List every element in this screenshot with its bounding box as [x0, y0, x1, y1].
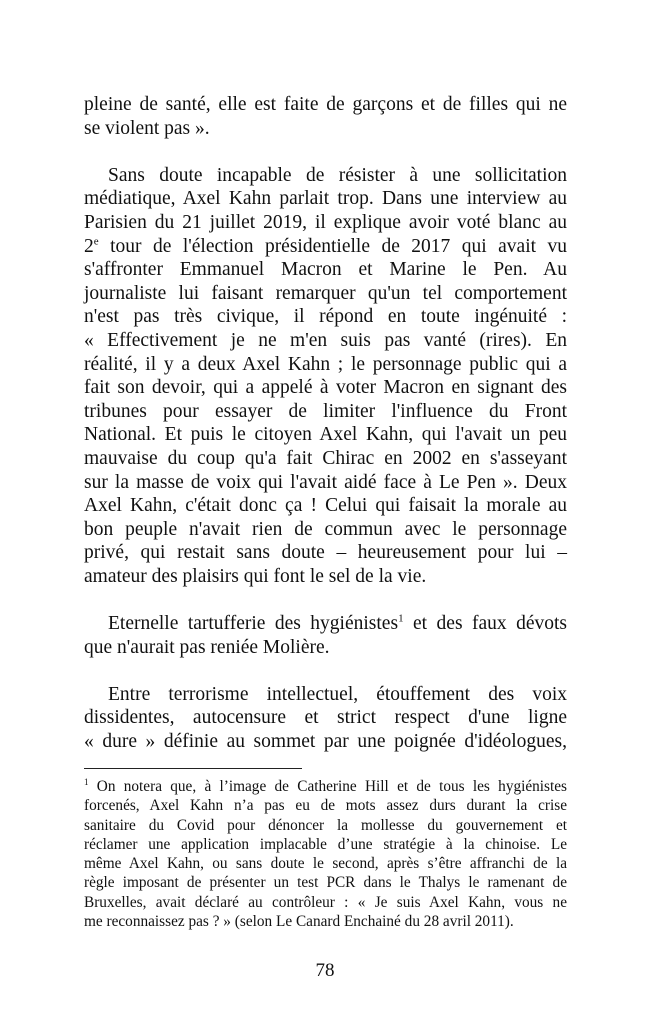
text-line: bon peuple n'avait rien de commun avec le personnage	[84, 518, 567, 540]
text-line: Axel Kahn, c'était donc ça ! Celui qui faisait la morale au	[84, 495, 567, 517]
footnote-separator	[84, 768, 302, 769]
footnote-line: Bruxelles, avait déclaré au contrôleur : « Je suis Axel Kahn, vous ne	[84, 893, 567, 911]
paragraph-3	[84, 612, 567, 659]
text-line: journaliste lui faisant remarquer qu'un tel comportement	[84, 282, 567, 304]
text-line: sur la masse de voix qui l'avait aidé face à Le Pen ». Deux	[84, 471, 567, 493]
footnote-line: même Axel Kahn, ou sans doute le second, après s’être affranchi de la	[84, 855, 567, 873]
text-fragment: Eternelle tartufferie des hygiénistes	[108, 613, 399, 635]
text-line: Entre terrorisme intellectuel, étouffement des voix	[108, 683, 567, 705]
text-line: n'est pas très civique, il répond en toute ingénuité :	[84, 306, 567, 328]
text-line: Parisien du 21 juillet 2019, il explique avoir voté blanc au	[84, 211, 567, 233]
paragraph-1	[84, 93, 567, 140]
text-line: « dure » définie au sommet par une poignée d'idéologues,	[84, 731, 567, 753]
text-line: fait son devoir, qui a appelé à voter Macron en signant des	[84, 377, 567, 399]
body-text	[84, 93, 567, 754]
text-line: Sans doute incapable de résister à une sollicitation	[108, 164, 567, 186]
footnote-line: forcenés, Axel Kahn n’a pas eu de mots assez durs durant la crise	[84, 797, 567, 815]
text-line: mauvaise du coup qu'a fait Chirac en 2002 en s'asseyant	[84, 447, 567, 469]
text-line-with-superscript	[84, 235, 567, 259]
footnote	[84, 777, 567, 931]
text-line: s'affronter Emmanuel Macron et Marine le Pen. Au	[84, 259, 567, 281]
ordinal-superscript: e	[93, 235, 99, 248]
paragraph-2	[84, 164, 567, 589]
text-line: National. Et puis le citoyen Axel Kahn, qui l'avait un peu	[84, 424, 567, 446]
text-line: réalité, il y a deux Axel Kahn ; le personnage public qui a	[84, 353, 567, 375]
text-fragment: On notera que, à l’image de Catherine Hill et de tous les hygiénistes	[88, 778, 567, 795]
text-line: se violent pas ».	[84, 117, 210, 139]
text-fragment: et des faux dévots	[403, 613, 567, 635]
ordinal-number: 2	[84, 235, 94, 257]
footnote-reference: 1	[398, 612, 404, 625]
footnote-line: sanitaire du Covid pour dénoncer la mollesse du gouvernement et	[84, 816, 567, 834]
footnote-line	[84, 777, 567, 796]
text-fragment: tour de l'élection présidentielle de 2017 qui avait vu	[98, 235, 567, 257]
text-line: privé, qui restait sans doute – heureusement pour lui –	[84, 542, 567, 564]
text-line: médiatique, Axel Kahn parlait trop. Dans une interview au	[84, 188, 567, 210]
page-number: 78	[315, 960, 335, 981]
text-line: dissidentes, autocensure et strict respect d'une ligne	[84, 707, 567, 729]
footnote-marker: 1	[84, 776, 89, 787]
footnote-line: règle imposant de présenter un test PCR dans le Thalys le ramenant de	[84, 874, 567, 892]
paragraph-4	[84, 683, 567, 754]
text-line: amateur des plaisirs qui font le sel de la vie.	[84, 565, 427, 587]
text-line-with-footnote-ref	[84, 612, 567, 636]
text-line: que n'aurait pas reniée Molière.	[84, 636, 330, 658]
text-line: pleine de santé, elle est faite de garçons et de filles qui ne	[84, 94, 567, 115]
text-line: « Effectivement je ne m'en suis pas vanté (rires). En	[84, 329, 567, 351]
footnote-line: me reconnaissez pas ? » (selon Le Canard Enchainé du 28 avril 2011).	[84, 913, 514, 931]
text-line: tribunes pour essayer de limiter l'influence du Front	[84, 400, 567, 422]
footnote-line: réclamer une application implacable d’une stratégie à la chinoise. Le	[84, 835, 567, 853]
